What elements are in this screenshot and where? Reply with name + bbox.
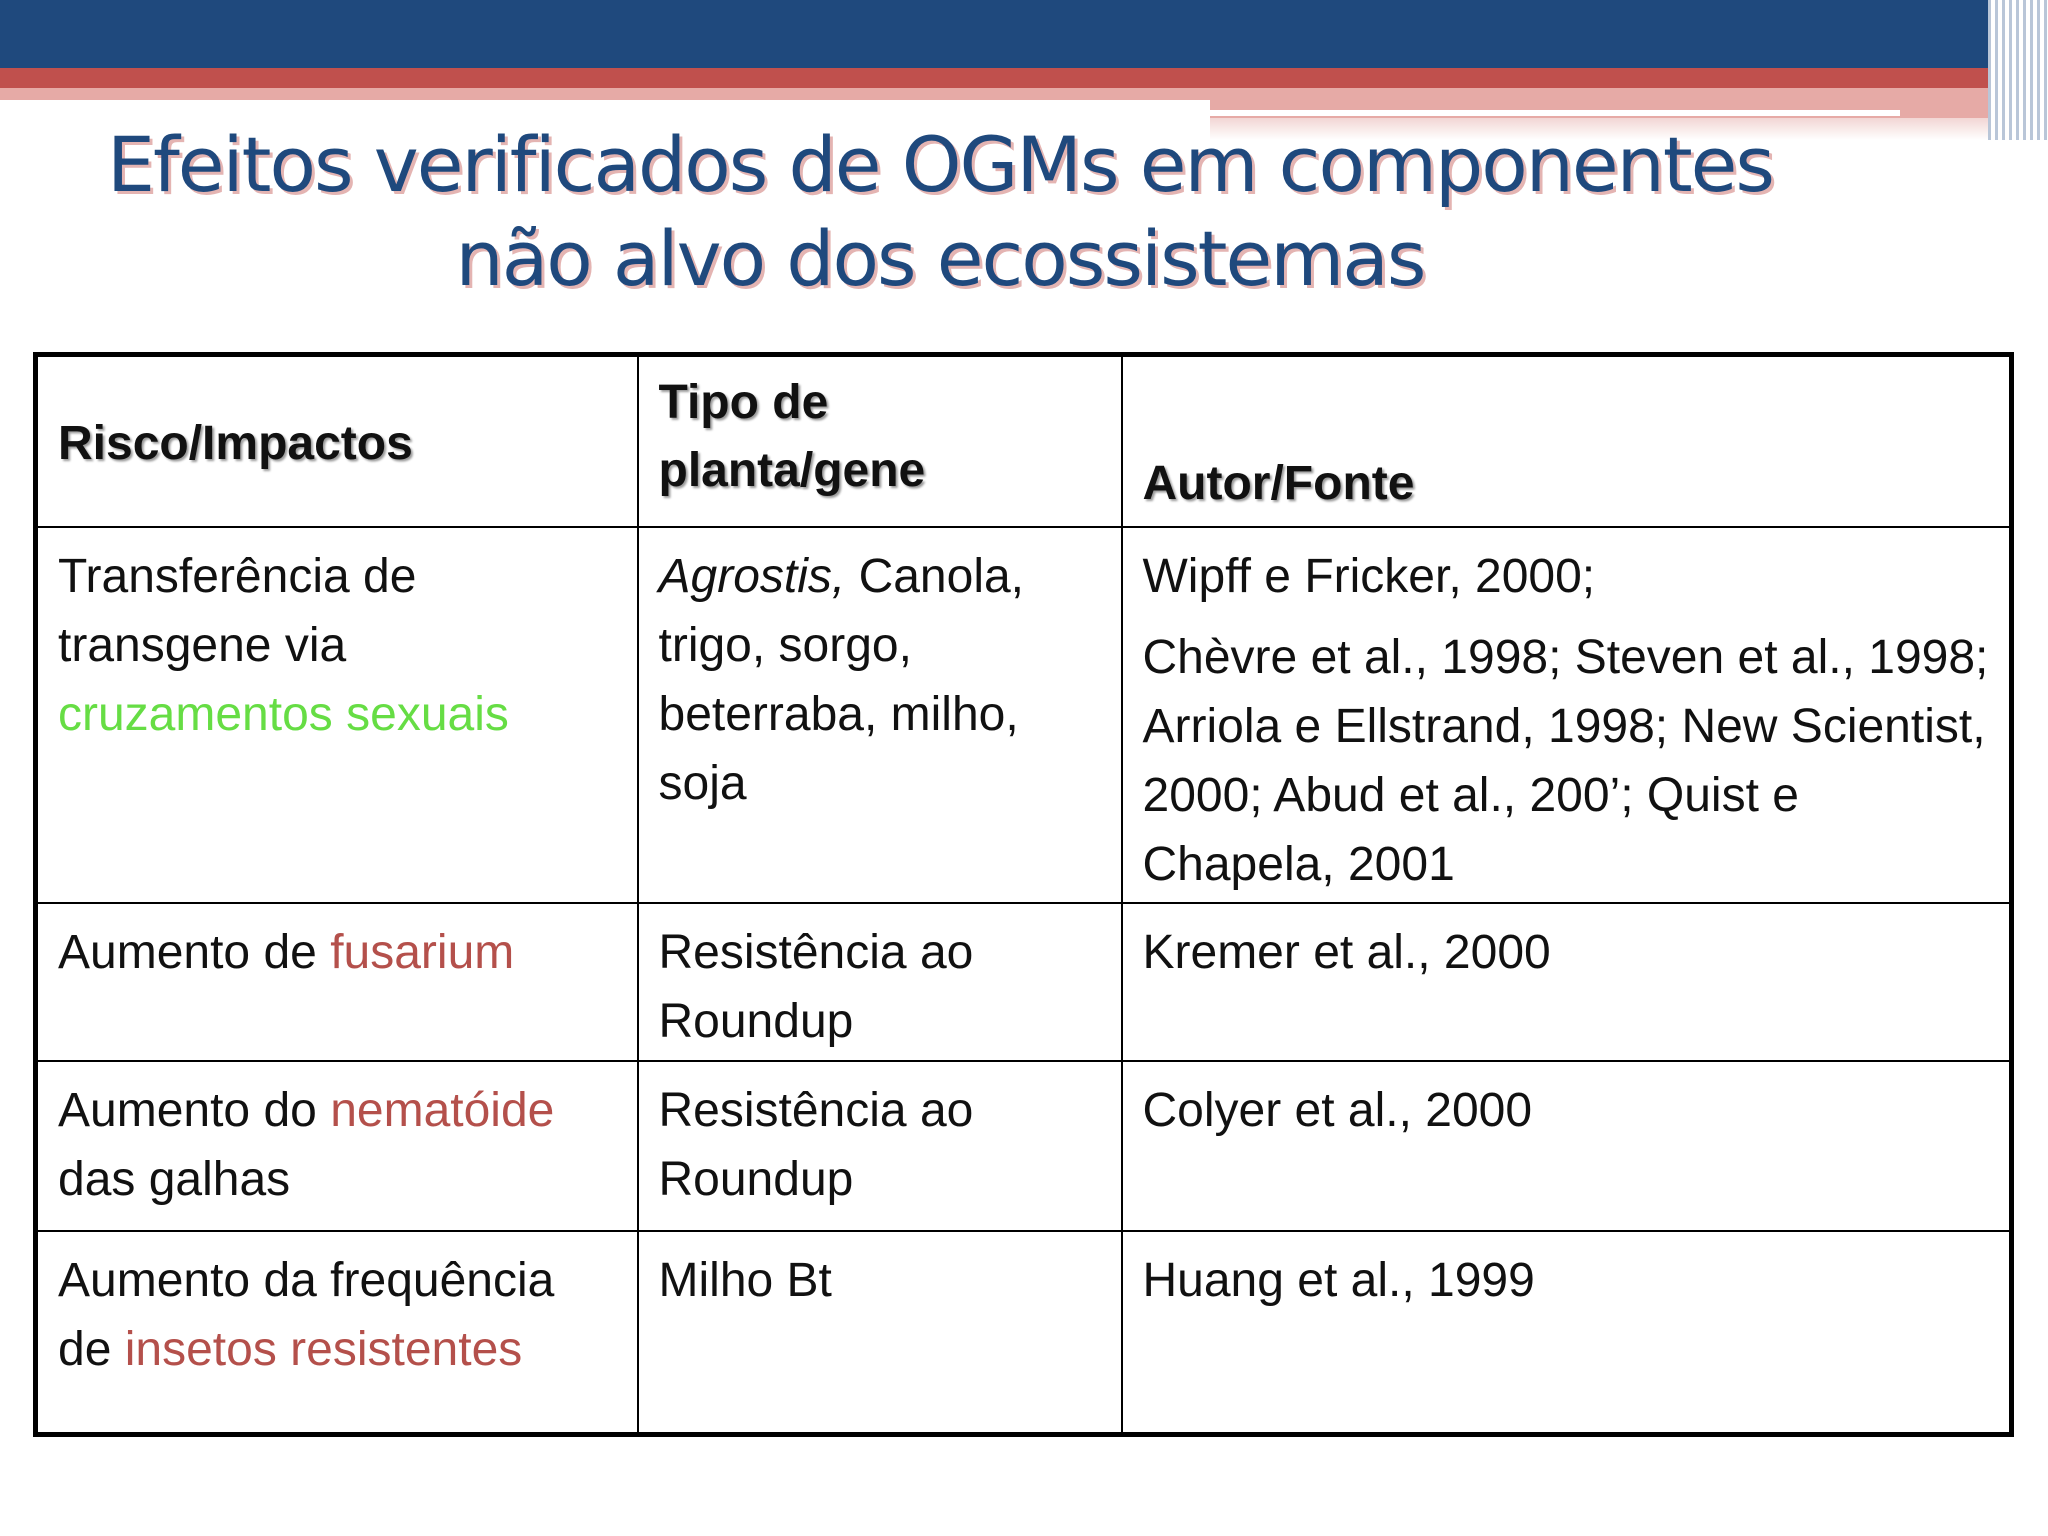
risk-highlight: cruzamentos sexuais [58, 687, 509, 741]
cell-plant: Resistência ao Roundup [638, 1061, 1122, 1231]
table-row [36, 1061, 2012, 1231]
risk-text: Transferência de transgene via [58, 549, 417, 672]
cell-author: Huang et al., 1999 [1122, 1231, 2012, 1435]
header-plant: Tipo de planta/gene [638, 355, 1122, 527]
cell-risk [36, 1231, 638, 1435]
header-author: Autor/Fonte [1122, 355, 2012, 527]
header-risk: Risco/Impactos [36, 355, 638, 527]
header-stripes-decoration [1988, 0, 2048, 140]
cell-plant: Resistência ao Roundup [638, 903, 1122, 1061]
cell-plant: Milho Bt [638, 1231, 1122, 1435]
cell-risk [36, 903, 638, 1061]
risk-highlight: fusarium [330, 925, 515, 979]
table-row [36, 903, 2012, 1061]
table-row [36, 1231, 2012, 1435]
risk-text: Aumento do [58, 1083, 331, 1137]
risk-text-suffix: das galhas [58, 1152, 291, 1206]
header-bar-red [0, 68, 2048, 88]
risk-text: Aumento da frequência de [58, 1253, 555, 1376]
cell-risk [36, 1061, 638, 1231]
impacts-table [33, 352, 2014, 1437]
cell-author [1122, 527, 2012, 903]
author-citation: Chèvre et al., 1998; Steven et al., 1998; Arriola e Ellstrand, 1998; New Scientist, 2000; Abud et al., 200’; Quist e Chapela, 2001 [1142, 630, 1989, 891]
author-citation: Wipff e Fricker, 2000; [1142, 549, 1596, 603]
table-row [36, 527, 2012, 903]
cell-author: Kremer et al., 2000 [1122, 903, 2012, 1061]
header-divider-line [1210, 110, 1900, 116]
plant-italic: Agrostis, [658, 549, 846, 603]
risk-text: Aumento de [58, 925, 331, 979]
cell-plant [638, 527, 1122, 903]
risk-highlight: nematóide [330, 1083, 555, 1137]
cell-risk [36, 527, 638, 903]
header-bar-blue [0, 0, 2048, 68]
slide-title-line2: não alvo dos ecossistemas [455, 214, 1425, 303]
header-bar-pink [0, 88, 1210, 100]
slide-title [0, 118, 1880, 306]
table-header-row [36, 355, 2012, 527]
slide-title-line1: Efeitos verificados de OGMs em componentes [107, 120, 1773, 209]
cell-author: Colyer et al., 2000 [1122, 1061, 2012, 1231]
plant-text: Canola, trigo, sorgo, beterraba, milho, soja [658, 549, 1025, 810]
risk-highlight: insetos resistentes [124, 1322, 523, 1376]
